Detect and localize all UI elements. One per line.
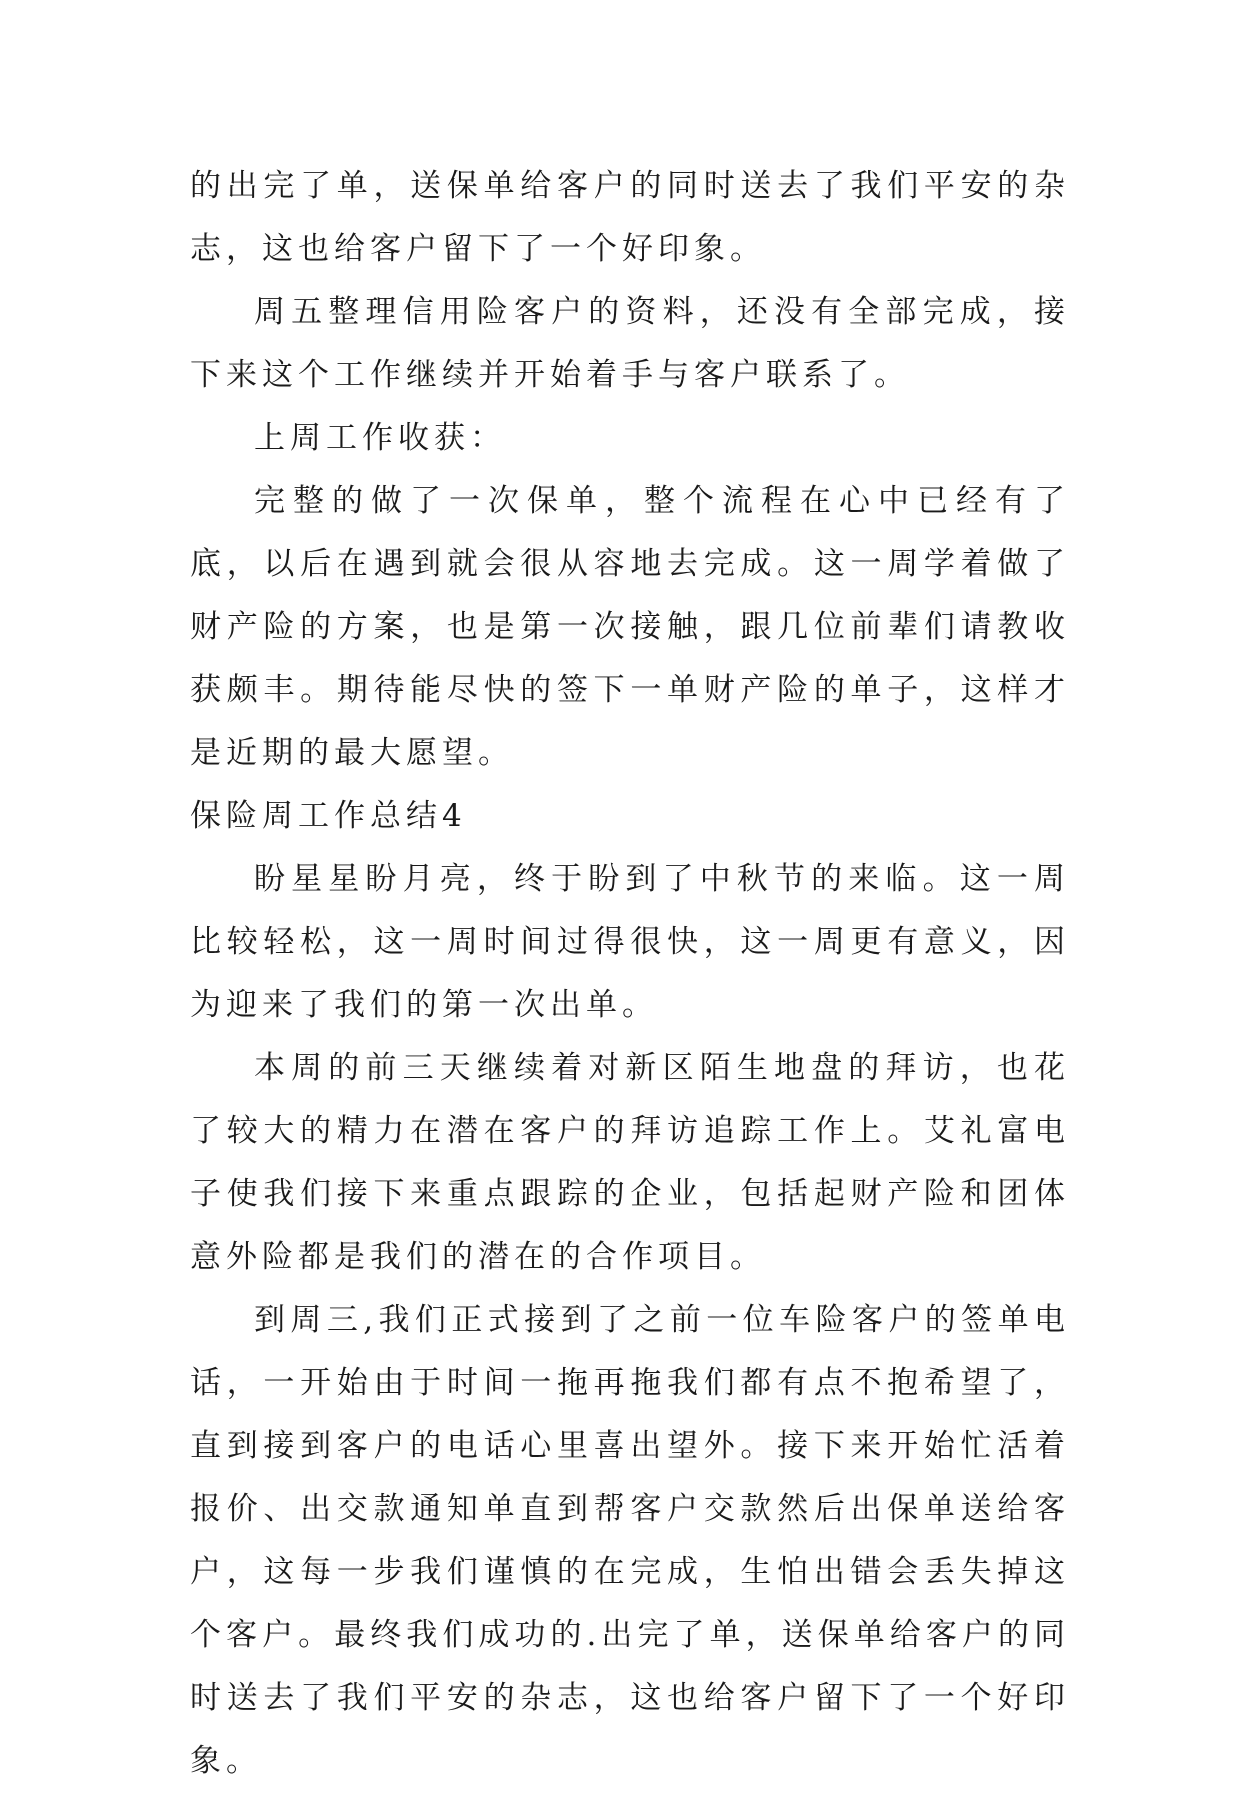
- document-body: [190, 155, 1070, 1793]
- paragraph-friday-work: 周五整理信用险客户的资料，还没有全部完成，接下来这个工作继续并开始着手与客户联系了。: [190, 294, 1070, 393]
- paragraph-mid-autumn: 盼星星盼月亮，终于盼到了中秋节的来临。这一周比较轻松，这一周时间过得很快，这一周更有意义，因为迎来了我们的第一次出单。: [190, 861, 1070, 1023]
- paragraph-gains-heading: 上周工作收获：: [254, 420, 506, 456]
- paragraph-gains: 完整的做了一次保单，整个流程在心中已经有了底，以后在遇到就会很从容地去完成。这一周学着做了财产险的方案，也是第一次接触，跟几位前辈们请教收获颇丰。期待能尽快的签下一单财产险的单子，这样才是近期的最大愿望。: [190, 483, 1070, 771]
- paragraph-first-order: 到周三,我们正式接到了之前一位车险客户的签单电话，一开始由于时间一拖再拖我们都有点不抱希望了，直到接到客户的电话心里喜出望外。接下来开始忙活着报价、出交款通知单直到帮客户交款然后出保单送给客户，这每一步我们谨慎的在完成，生怕出错会丢失掉这个客户。最终我们成功的.出完了单，送保单给客户的同时送去了我们平安的杂志，这也给客户留下了一个好印象。: [190, 1302, 1070, 1779]
- paragraph-visits: 本周的前三天继续着对新区陌生地盘的拜访，也花了较大的精力在潜在客户的拜访追踪工作上。艾礼富电子使我们接下来重点跟踪的企业，包括起财产险和团体意外险都是我们的潜在的合作项目。: [190, 1050, 1070, 1275]
- paragraph-continuation: 的出完了单，送保单给客户的同时送去了我们平安的杂志，这也给客户留下了一个好印象。: [190, 168, 1070, 267]
- section-title: 保险周工作总结4: [190, 798, 467, 834]
